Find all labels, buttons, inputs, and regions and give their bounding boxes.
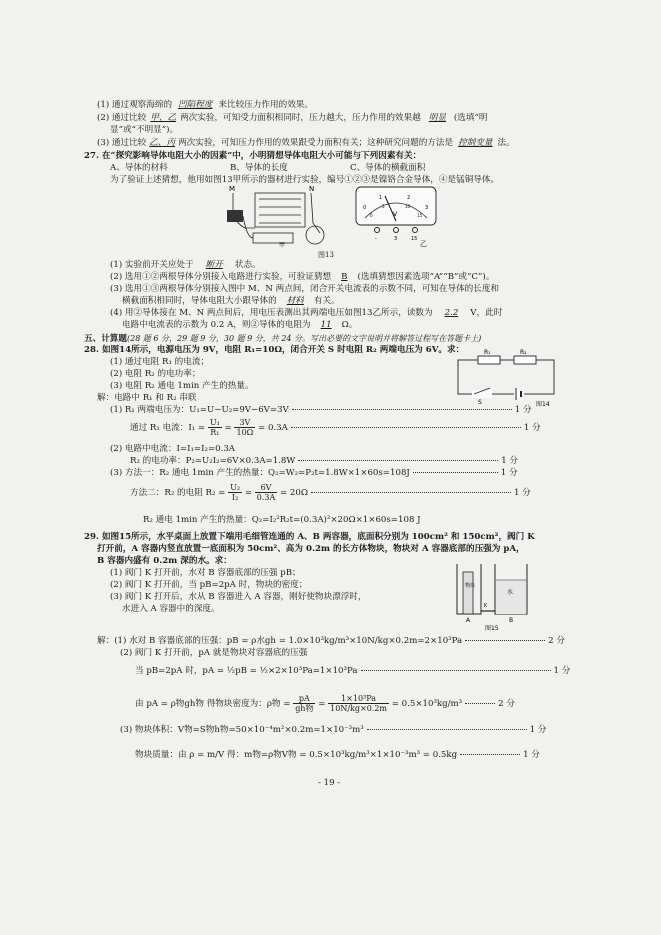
circuit-loop: [458, 360, 554, 394]
q28-step-1: (1) R₁ 两端电压为：U₁=U−U₂=9V−6V=3V 1 分: [110, 405, 532, 415]
fig14-caption: 图14: [536, 401, 550, 408]
fig15-caption: 图15: [485, 625, 499, 632]
q28-q2: (2) 电阻 R₂ 的电功率；: [110, 369, 201, 379]
q28-step-3b: 方法二：R₂ 的电阻 R₂ = $\frac{\text{U₂}}{\text{I₂}}$ = $\frac{6V}{0.3A}$ = 20Ω 1 分: [130, 483, 531, 502]
q29-q3b: 水进入 A 容器中的深度。: [122, 604, 220, 614]
q27-option-b: B、导体的长度: [230, 163, 288, 173]
q29-step-2c: 由 pA = ρ物gh物 得物块密度为：ρ物 = $\frac{pA}{\text{gh物}}$ = $\frac{\text{1×10³Pa}}{10N/kg\times 0.2m}$ = 0.5×10³kg/m³ 2 分: [135, 694, 515, 713]
terminal-15: [413, 228, 418, 233]
label-s: S: [478, 399, 482, 406]
tick-low-5: 5: [382, 204, 385, 209]
page-number: - 19 -: [318, 778, 341, 788]
tick-3: 3: [425, 205, 429, 211]
wire-board: [255, 193, 305, 227]
q26-line1: (1) 通过观察海绵的 凹陷程度 来比较压力作用的效果。: [97, 100, 313, 110]
q28-q3: (3) 电阻 R₂ 通电 1min 产生的热量。: [110, 381, 254, 391]
figure-13-circuit: [225, 183, 340, 248]
q28-step-1b: 通过 R₁ 电流：I₁ = $\frac{\text{U₁}}{\text{R₁}}$ = $\frac{3V}{10\Omega}$ = 0.3A 1 分: [130, 418, 541, 437]
tick-low-15: 15: [417, 213, 423, 218]
water-label: 水: [507, 589, 514, 596]
switch-base: [253, 233, 293, 243]
q27-answer-4a: (4) 用②导体接在 M、N 两点间后，用电压表测出其两端电压如图13乙所示，读数为 2.2 V，此时: [110, 308, 503, 318]
q28-solution-intro: 解：电路中 R₁ 和 R₂ 串联: [97, 393, 197, 403]
q26-line2: (2) 通过比较 甲、乙 两次实验，可知受力面积相同时，压力越大，压力作用的效果越 明显 (选填“明: [97, 113, 488, 123]
water-b: [496, 580, 526, 614]
resistor-r1: [478, 356, 500, 364]
tick-low-0: 0: [370, 213, 373, 218]
q29-stem-2: 打开前，A 容器内竖直放置一底面积为 50cm²、高为 0.2m 的长方体物块，物块对 A 容器底部的压强为 pA，: [97, 544, 525, 554]
q26-line4: (3) 通过比较 乙、丙 两次实验，可知压力作用的效果跟受力面积有关；这种研究问题的方法是 控制变量 法。: [97, 138, 515, 148]
q27-answer-2: (2) 选用①②两根导体分别接入电路进行实验，可验证猜想 B (选填猜想因素选项“A”“B”或“C”)。: [110, 272, 495, 282]
q28-step-3c: R₂ 通电 1min 产生的热量：Q₂=I₂²R₂t=(0.3A)²×20Ω×1×60s=108 J: [143, 515, 421, 525]
figure-13-voltmeter: [355, 186, 437, 242]
term-label-15: 15: [411, 236, 418, 242]
q28-q1: (1) 通过电阻 R₁ 的电流；: [110, 357, 210, 367]
battery: [227, 210, 243, 222]
tick-1: 1: [379, 195, 383, 201]
q27-option-a: A、导体的材料: [110, 163, 168, 173]
fig13-jia-label: 甲: [279, 242, 286, 249]
section-5-header: 五、计算题(28 题 6 分，29 题 9 分，30 题 9 分，共 24 分。写出必要的文字说明并将解答过程写在答题卡上): [84, 334, 482, 344]
q28-step-3: (3) 方法一：R₂ 通电 1min 产生的热量：Q₂=W₂=P₂t=1.8W×1×60s=108J 1 分: [110, 468, 518, 478]
q26-line3: 显”或“不明显”)。: [110, 125, 179, 135]
term-label-3: 3: [394, 236, 398, 242]
label-r1: R₁: [484, 349, 491, 356]
q28-step-2: (2) 电路中电流：I=I₁=I₂=0.3A: [110, 444, 236, 454]
q27-option-c: C、导体的横截面积: [350, 163, 426, 173]
q29-step-3: (3) 物块体积：V物=S物h物=50×10⁻⁴m²×0.2m=1×10⁻³m³ 1 分: [120, 725, 547, 735]
q28-stem: 28. 如图14所示，电源电压为 9V，电阻 R₁=10Ω，闭合开关 S 时电阻 R₂ 两端电压为 6V。求：: [84, 345, 465, 355]
fig13-yi-label: 乙: [420, 240, 427, 248]
q27-answer-3a: (3) 选用①③两根导体分别接入图中 M、N 两点间，闭合开关电流表的示数不同，可知在导体的长度和: [110, 284, 500, 294]
label-n: N: [309, 185, 315, 193]
figure-15-containers: [455, 562, 555, 630]
q27-answer-4b: 电路中电流表的示数为 0.2 A，则②导体的电阻为 11 Ω。: [122, 320, 358, 330]
q29-step-2b: 当 pB=2pA 时，pA = ½pB = ½×2×10³Pa=1×10³Pa 1 分: [135, 666, 571, 676]
term-label-neg: -: [375, 236, 377, 242]
q29-q1: (1) 阀门 K 打开前，水对 B 容器底部的压强 pB；: [110, 568, 301, 578]
q27-answer-1: (1) 实验前开关应处于 断开 状态。: [110, 260, 261, 270]
q29-q2: (2) 阀门 K 打开前，当 pB=2pA 时，物块的密度；: [110, 580, 308, 590]
q27-setup: 为了验证上述猜想，他用如图13甲所示的器材进行实验，编号①②③是镍铬合金导体，④是锰铜导体。: [110, 175, 500, 185]
label-a: A: [466, 617, 471, 624]
q27-stem: 27. 在“探究影响导体电阻大小的因素”中，小明猜想导体电阻大小可能与下列因素有关：: [84, 151, 422, 161]
q29-stem-1: 29. 如图15所示，水平桌面上放置下端用毛细管连通的 A、B 两容器，底面积分别为 100cm² 和 150cm²，阀门 K: [84, 532, 535, 542]
fig13-caption: 图13: [318, 251, 334, 259]
q29-step-2: (2) 阀门 K 打开前，pA 就是物块对容器底的压强: [120, 648, 308, 658]
block-label: 物块: [465, 583, 476, 589]
tick-0: 0: [363, 205, 367, 211]
label-b: B: [509, 617, 514, 624]
q29-stem-3: B 容器内盛有 0.2m 深的水。求：: [97, 556, 232, 566]
q27-answer-3b: 横截面积相同时，导体电阻大小跟导体的 材料 有关。: [122, 296, 340, 306]
valve-label: K: [484, 603, 488, 609]
q29-step-1: 解：(1) 水对 B 容器底部的压强：pB = ρ水gh = 1.0×10³kg/m³×10N/kg×0.2m=2×10³Pa 2 分: [97, 636, 565, 646]
label-m: M: [229, 185, 236, 193]
tick-2: 2: [407, 195, 411, 201]
q29-q3: (3) 阀门 K 打开后，水从 B 容器进入 A 容器，刚好使物块漂浮时，: [110, 592, 367, 602]
label-r2: R₂: [520, 349, 527, 356]
ammeter: [306, 226, 324, 244]
lead-battery: [243, 216, 253, 238]
q29-step-3b: 物块质量：由 ρ = m/V 得：m物=ρ物V物 = 0.5×10³kg/m³×1×10⁻³m³ = 0.5kg 1 分: [135, 750, 540, 760]
tick-low-10: 10: [405, 204, 411, 209]
terminal-3: [394, 228, 399, 233]
q28-step-2b: R₂ 的电功率：P₂=U₂I₂=6V×0.3A=1.8W 1 分: [130, 456, 519, 466]
terminal-neg: [375, 228, 380, 233]
figure-14-circuit: [452, 349, 562, 408]
meter-unit: V: [393, 211, 398, 218]
block: [463, 572, 476, 614]
resistor-r2: [514, 356, 536, 364]
meter-body: [356, 187, 436, 225]
